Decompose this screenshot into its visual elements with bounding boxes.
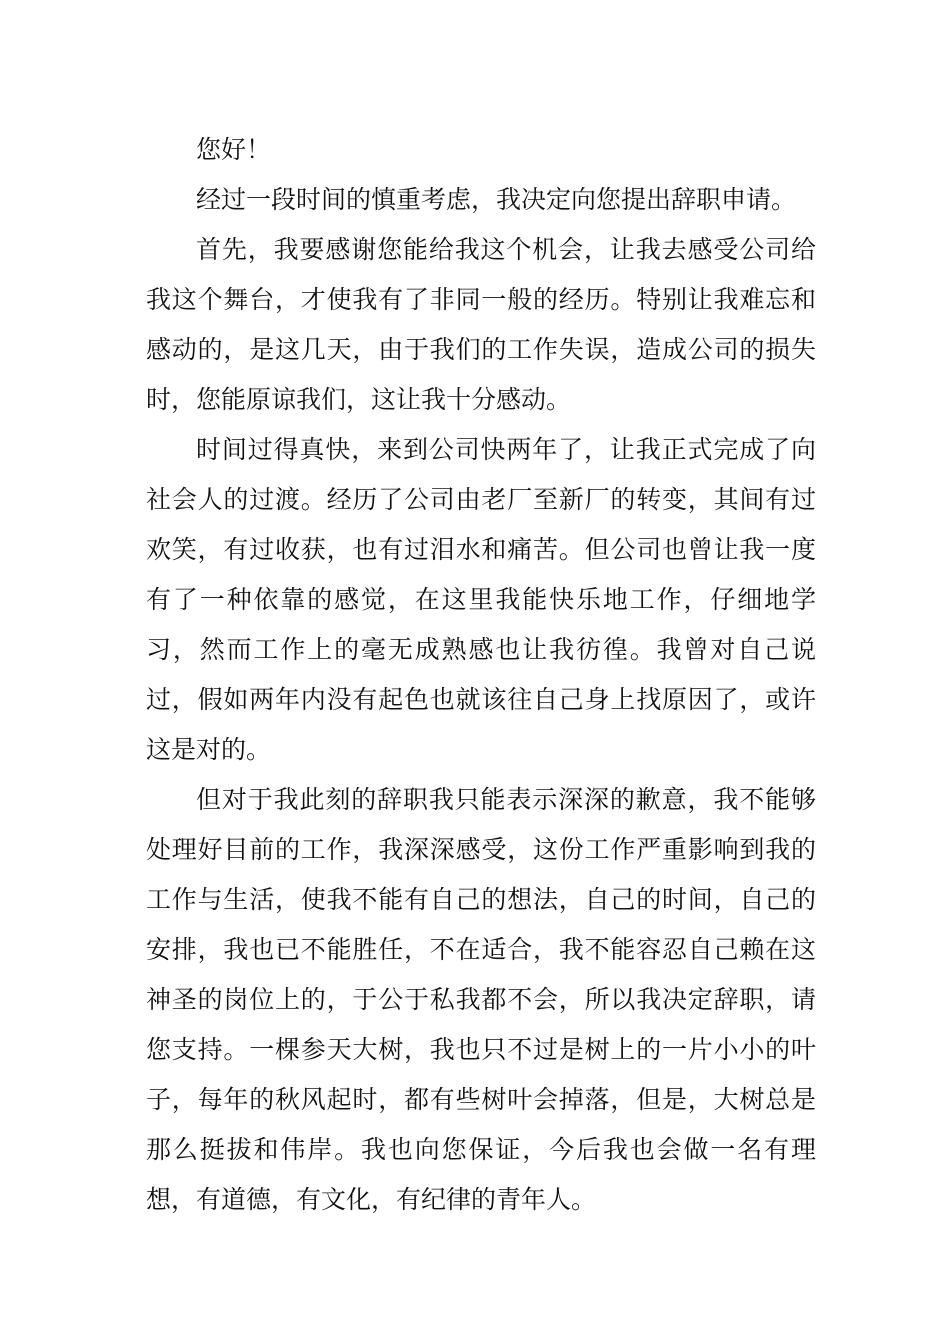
paragraph-decision: 经过一段时间的慎重考虑，我决定向您提出辞职申请。 (196, 185, 797, 214)
paragraph-apology: 但对于我此刻的辞职我只能表示深深的歉意，我不能够处理好目前的工作，我深深感受，这份工作严重影响到我的工作与生活，使我不能有自己的想法，自己的时间，自己的安排，我也已不能胜任，不在适合，我不能容忍自己赖在这神圣的岗位上的，于公于私我都不会，所以我决定辞职，请您支持。一棵参天大树，我也只不过是树上的一片小小的叶子，每年的秋风起时，都有些树叶会掉落，但是，大树总是那么挺拔和伟岸。我也向您保证，今后我也会做一名有理想，有道德，有文化，有纪律的青年人。 (146, 785, 816, 1214)
paragraph-experience: 时间过得真快，来到公司快两年了，让我正式完成了向社会人的过渡。经历了公司由老厂至新厂的转变，其间有过欢笑，有过收获，也有过泪水和痛苦。但公司也曾让我一度有了一种依靠的感觉，在这里我能快乐地工作，仔细地学习，然而工作上的毫无成熟感也让我彷徨。我曾对自己说过，假如两年内没有起色也就该往自己身上找原因了，或许这是对的。 (146, 435, 816, 764)
paragraph-thanks: 首先，我要感谢您能给我这个机会，让我去感受公司给我这个舞台，才使我有了非同一般的经历。特别让我难忘和感动的，是这几天，由于我们的工作失误，造成公司的损失时，您能原谅我们，这让我十分感动。 (146, 235, 816, 414)
greeting: 您好！ (196, 135, 272, 164)
letter-body (146, 125, 816, 1225)
